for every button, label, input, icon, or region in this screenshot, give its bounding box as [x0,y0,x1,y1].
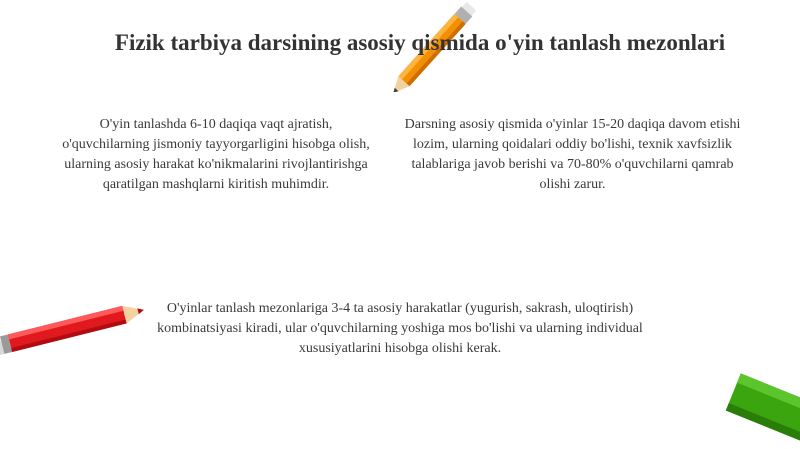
green-marker-icon [715,368,800,449]
paragraph-left: O'yin tanlashda 6-10 daqiqa vaqt ajratish, o'quvchilarning jismoniy tayyorgarligini hisobga olish, ularning asosiy harakat ko'nikmalarini rivojlantirishga qaratilgan mashqlarni kiritish muhimdir. [62,117,370,192]
paragraph-right: Darsning asosiy qismida o'yinlar 15-20 daqiqa davom etishi lozim, ularning qoidalari oddiy bo'lishi, texnik xavfsizlik talablariga javob berishi va 70-80% o'quvchilarni qamrab olishi zarur. [404,117,741,192]
red-pencil-icon [0,292,150,362]
page-title: Fizik tarbiya darsining asosiy qismida o'yin tanlash mezonlari [114,30,726,55]
paragraph-bottom: O'yinlar tanlash mezonlariga 3-4 ta asosiy harakatlar (yugurish, sakrash, uloqtirish) kombinatsiyasi kiradi, ular o'quvchilarning yoshiga mos bo'lishi va ularning individual xususiyatlarini hisobga olishi kerak. [157,301,643,356]
